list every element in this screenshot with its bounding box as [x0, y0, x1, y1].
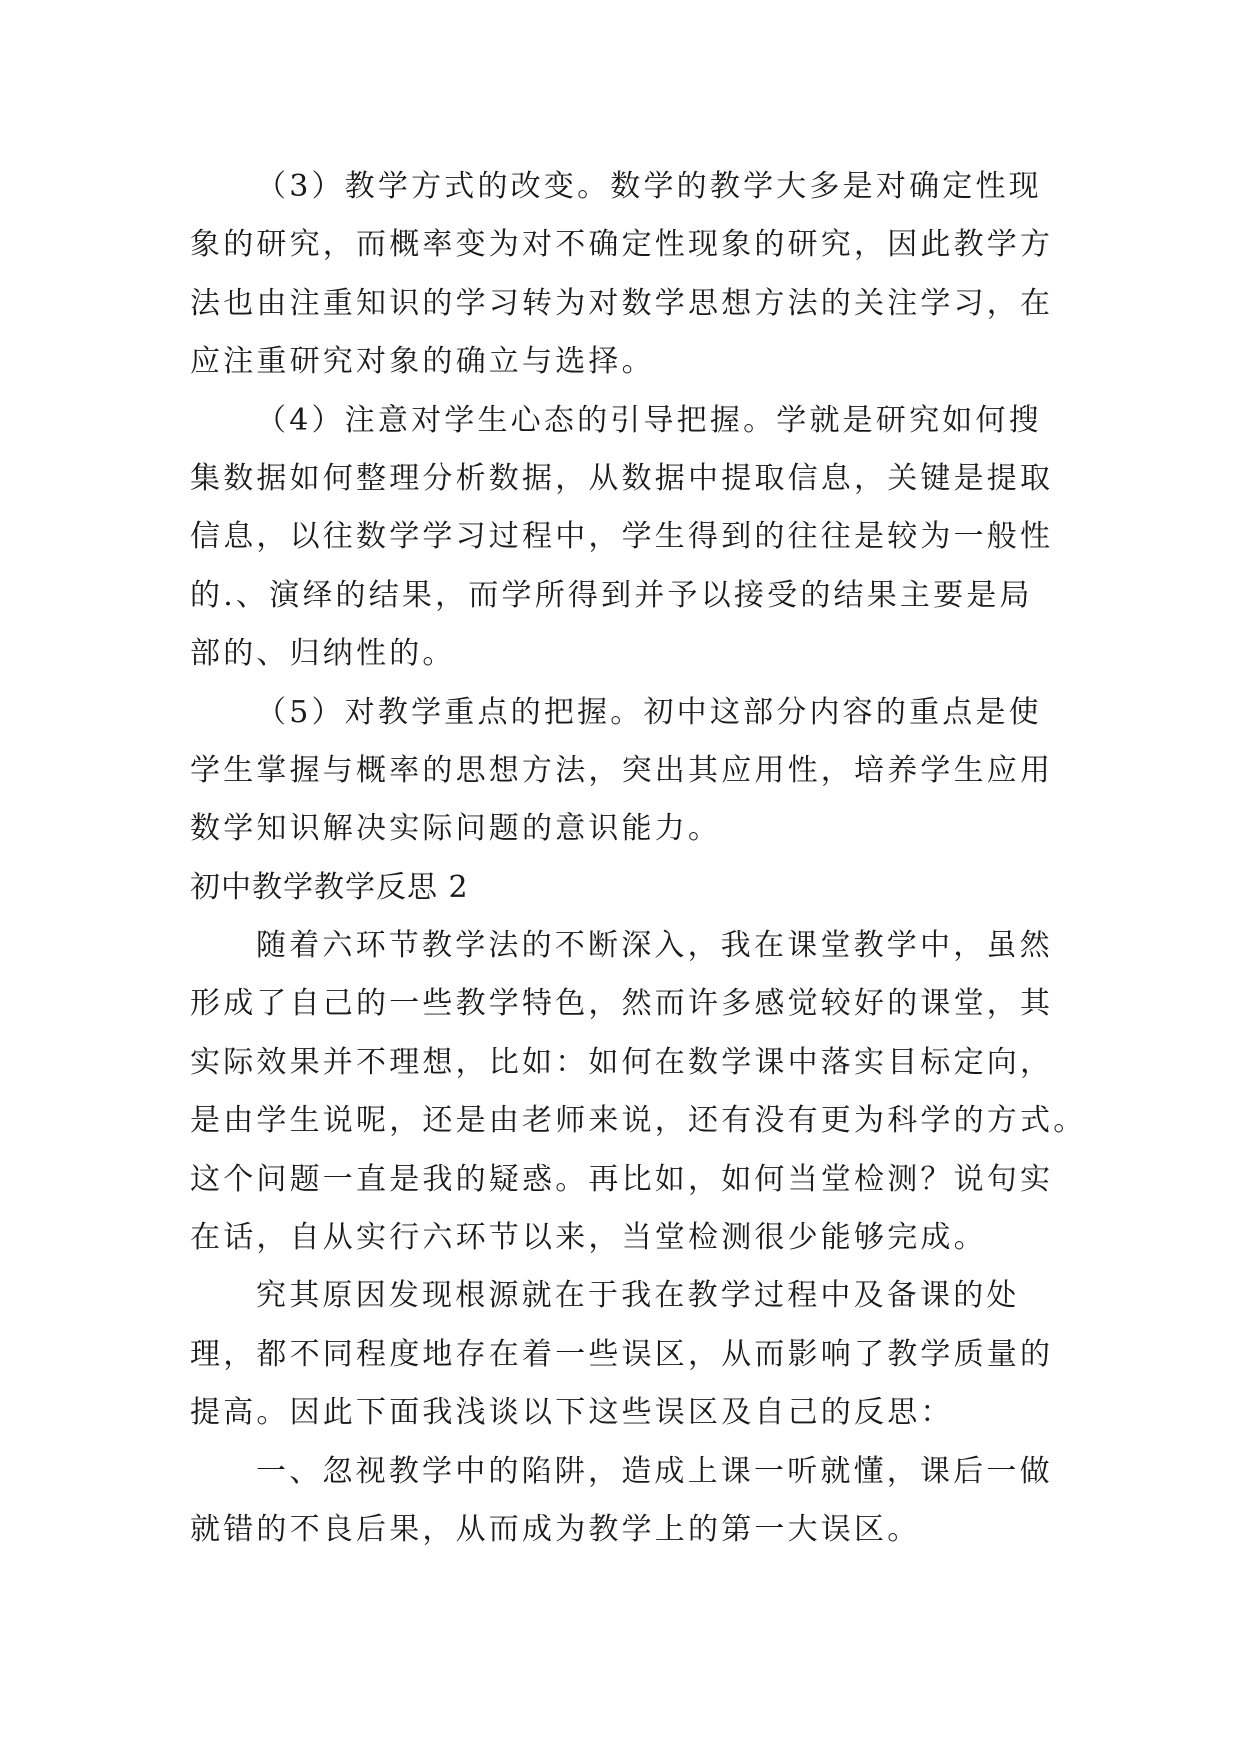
text-line: 在话，自从实行六环节以来，当堂检测很少能够完成。: [190, 1220, 987, 1256]
text-line: 法也由注重知识的学习转为对数学思想方法的关注学习，在: [190, 285, 1054, 321]
text-line: （3）教学方式的改变。数学的教学大多是对确定性现: [256, 169, 1042, 204]
text-line: 象的研究，而概率变为对不确定性现象的研究，因此教学方: [190, 227, 1054, 263]
text-line: 理，都不同程度地存在着一些误区，从而影响了教学质量的: [190, 1336, 1054, 1372]
text-line: 就错的不良后果，从而成为教学上的第一大误区。: [190, 1511, 921, 1547]
text-line: 数学知识解决实际问题的意识能力。: [190, 811, 722, 847]
text-line: 一、忽视教学中的陷阱，造成上课一听就懂，课后一做: [256, 1453, 1053, 1489]
text-line: 部的、归纳性的。: [190, 636, 456, 672]
text-line: （5）对教学重点的把握。初中这部分内容的重点是使: [256, 694, 1042, 730]
text-line: 究其原因发现根源就在于我在教学过程中及备课的处: [256, 1278, 1020, 1314]
body-text: [190, 158, 1087, 1559]
text-line: 这个问题一直是我的疑惑。再比如，如何当堂检测？说句实: [190, 1161, 1054, 1197]
text-line: 信息，以往数学学习过程中，学生得到的往往是较为一般性: [190, 519, 1054, 555]
text-line: 随着六环节教学法的不断深入，我在课堂教学中，虽然: [256, 928, 1053, 964]
text-line: 实际效果并不理想，比如：如何在数学课中落实目标定向，: [190, 1044, 1054, 1080]
text-line: 集数据如何整理分析数据，从数据中提取信息，关键是提取: [190, 460, 1054, 496]
text-line: （4）注意对学生心态的引导把握。学就是研究如何搜: [256, 402, 1042, 438]
text-line: 形成了自己的一些教学特色，然而许多感觉较好的课堂，其: [190, 986, 1054, 1022]
text-line: 是由学生说呢，还是由老师来说，还有没有更为科学的方式。: [190, 1103, 1087, 1139]
text-line: 的.、演绎的结果，而学所得到并予以接受的结果主要是局: [190, 577, 1033, 613]
text-line: 应注重研究对象的确立与选择。: [190, 344, 655, 380]
text-line: 学生掌握与概率的思想方法，突出其应用性，培养学生应用: [190, 752, 1054, 788]
text-line: 提高。因此下面我浅谈以下这些误区及自己的反思：: [190, 1395, 954, 1431]
section-heading: 初中教学教学反思 2: [190, 869, 469, 905]
